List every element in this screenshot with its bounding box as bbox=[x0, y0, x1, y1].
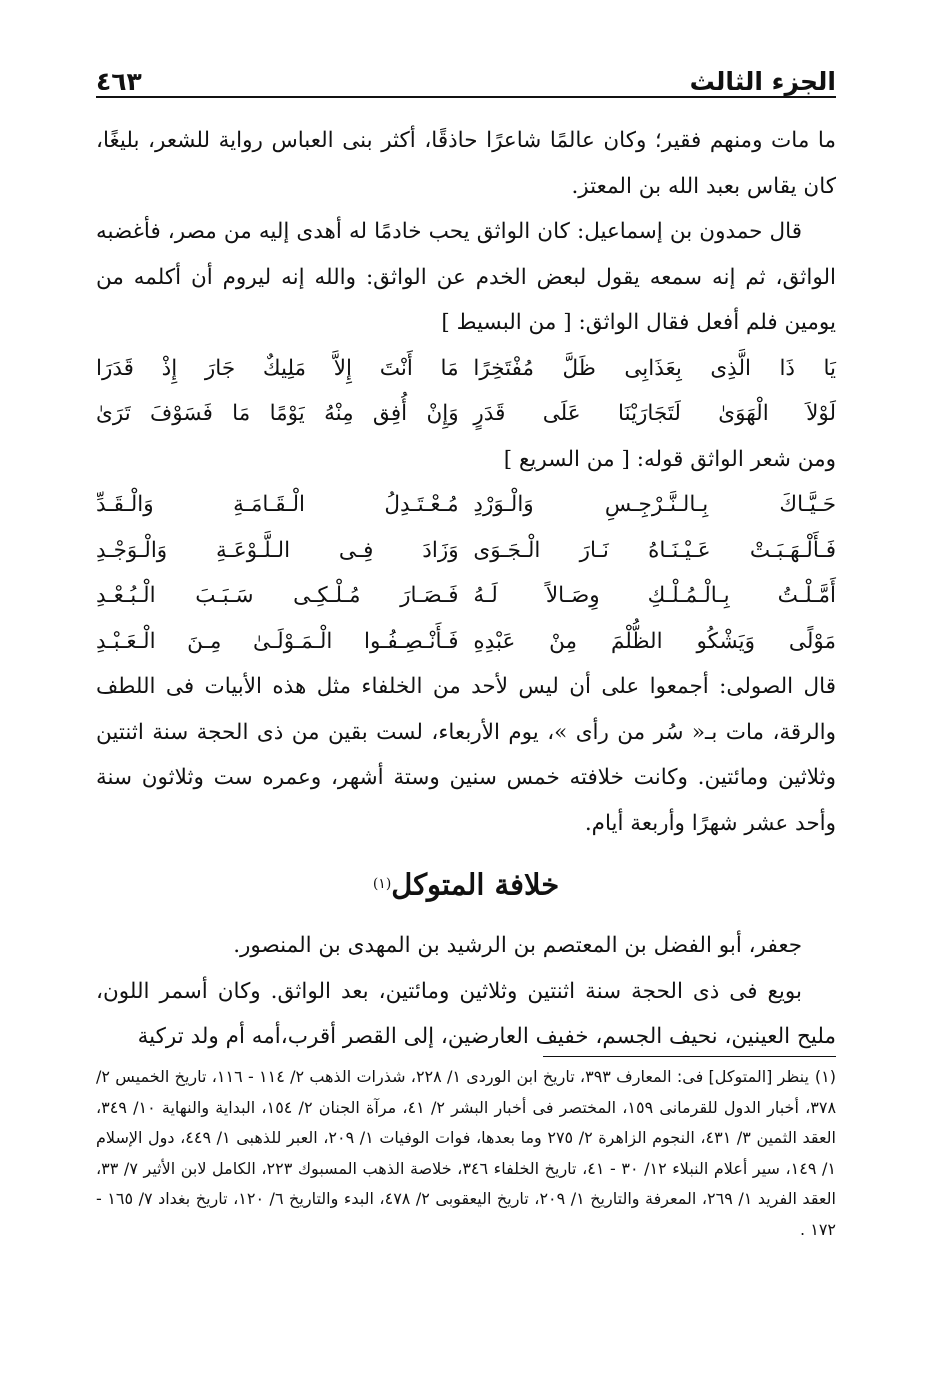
poem-verse bbox=[96, 573, 836, 619]
footnote-text: ينظر [المتوكل] فى: المعارف ٣٩٣، تاريخ ابن الوردى ١/ ٢٢٨، شذرات الذهب ٢/ ١١٤ - ١١٦، تاريخ الخميس ٢/ ٣٧٨، أخبار الدول للقرمانى ١٥٩، المختصر فى أخبار البشر ٢/ ٤١، مرآة الجنان ٢/ ١٥٤، البداية والنهاية ١٠/ ٣٤٩، العقد الثمين ٣/ ٤٣١، النجوم الزاهرة ٢/ ٢٧٥ وما بعدها، فوات الوفيات ١/ ٢٠٩، العبر للذهبى ١/ ٤٤٩، دول الإسلام ١/ ١٤٩، سير أعلام النبلاء ١٢/ ٣٠ - ٤١، تاريخ الخلفاء ٣٤٦، خلاصة الذهب المسبوك ٢٢٣، الكامل لابن الأثير ٧/ ٣٣، العقد الفريد ١/ ٢٦٩، المعرفة والتاريخ ١/ ٢٠٩، تاريخ اليعقوبى ٢/ ٤٧٨، البدء والتاريخ ٦/ ١٢٠، تاريخ بغداد ٧/ ١٦٥ - ١٧٢ . bbox=[96, 1067, 837, 1239]
footnote bbox=[96, 1062, 836, 1245]
running-title: الجزء الثالث bbox=[689, 67, 836, 96]
paragraph-3-text: ومن شعر الواثق قوله: bbox=[636, 446, 836, 472]
hemistich-first: فَـأَلْـهَـبَـتْ عَـيْـنَـاهُ نَـارَ الْـجَـوَى bbox=[473, 537, 836, 563]
footnote-reference[interactable]: (١) bbox=[372, 876, 392, 892]
header-rule bbox=[96, 96, 836, 98]
page-header bbox=[96, 52, 836, 96]
paragraph-2-text: قال حمدون بن إسماعيل: كان الواثق يحب خادمًا له أهدى إليه من مصر، فأغضبه الواثق، ثم إنه سمعه يقول لبعض الخدم عن الواثق: والله إنه ليروم أن أكلمه من يومين فلم أفعل فقال الواثق: bbox=[96, 219, 836, 335]
hemistich-second: وَإِنْ أُفِق مِنْهُ يَوْمًا مَا فَسَوْفَ تَرَىٰ bbox=[96, 401, 459, 426]
section-heading bbox=[96, 856, 836, 917]
hemistich-second: فَـأَنْـصِـفُـوا الْـمَـوْلَـىٰ مِـنَ الْـعَـبْـدِ bbox=[96, 628, 459, 654]
hemistich-second: مَا أَنْتَ إِلاَّ مَلِيكٌ جَارَ إِذْ قَدَرَا bbox=[96, 355, 459, 381]
poem-verse bbox=[96, 528, 836, 574]
page-number: ٤٦٣ bbox=[96, 67, 142, 96]
poem-verse bbox=[96, 619, 836, 665]
poem-verse bbox=[96, 346, 836, 392]
hemistich-first: يَا ذَا الَّذِى بِعَذَابِى ظَلَّ مُفْتَخِرًا bbox=[473, 355, 836, 381]
paragraph-6: بويع فى ذى الحجة سنة اثنتين وثلاثين ومائتين، بعد الواثق. وكان أسمر اللون، مليح العينين، نحيف الجسم، خفيف العارضين، إلى القصر أقرب،أمه أم ولد تركية bbox=[96, 978, 836, 1050]
main-text bbox=[96, 118, 836, 1060]
section-title: خلافة المتوكل bbox=[391, 867, 560, 902]
footnote-rule bbox=[543, 1056, 836, 1057]
hemistich-first: أَمَّـلْـتُ بِـالْـمُـلْـكِ وِصَـالاً لَـهُ bbox=[473, 583, 836, 608]
paragraph-3 bbox=[96, 437, 836, 483]
paragraph-2 bbox=[96, 209, 836, 346]
meter-label-sari: [ من السريع ] bbox=[503, 446, 630, 472]
paragraph-5: جعفر، أبو الفضل بن المعتصم بن الرشيد بن المهدى بن المنصور. bbox=[233, 933, 802, 959]
hemistich-second: وَزَادَ فِـى الـلَّـوْعَـةِ وَالْـوَجْـدِ bbox=[96, 537, 459, 563]
hemistich-first: حَـيَّـاكَ بِـالـنَّـرْجِـسِ وَالْـوَرْدِ bbox=[473, 492, 836, 517]
poem-verse bbox=[96, 482, 836, 528]
footnote-number: (١) bbox=[814, 1067, 837, 1086]
poem-verse bbox=[96, 391, 836, 437]
hemistich-second: فَـصَـارَ مُـلْـكِـى سَـبَـبَ الْـبُـعْـدِ bbox=[96, 583, 459, 608]
paragraph-1: ما مات ومنهم فقير؛ وكان عالمًا شاعرًا حاذقًا، أكثر بنى العباس رواية للشعر، بليغًا، كان يقاس بعبد الله بن المعتز. bbox=[96, 128, 836, 199]
paragraph-4: قال الصولى: أجمعوا على أن ليس لأحد من الخلفاء مثل هذه الأبيات فى اللطف والرقة، مات بـ« سُر من رأى »، يوم الأربعاء، لست بقين من ذى الحجة سنة اثنتين وثلاثين ومائتين. وكانت خلافته خمس سنين وستة أشهر، وعمره ست وثلاثون سنة وأحد عشر شهرًا وأربعة أيام. bbox=[96, 674, 836, 836]
hemistich-second: مُـعْـتَـدِلُ الْـقَـامَـةِ وَالْـقَـدِّ bbox=[96, 492, 459, 517]
meter-label-basit: [ من البسيط ] bbox=[441, 310, 572, 335]
hemistich-first: لَوْلاَ الْهَوَىٰ لَتَجَارَيْنَا عَلَى قَدَرٍ bbox=[473, 401, 836, 426]
hemistich-first: مَوْلًى وَيَشْكُو الظُّلْمَ مِنْ عَبْدِهِ bbox=[473, 628, 836, 654]
